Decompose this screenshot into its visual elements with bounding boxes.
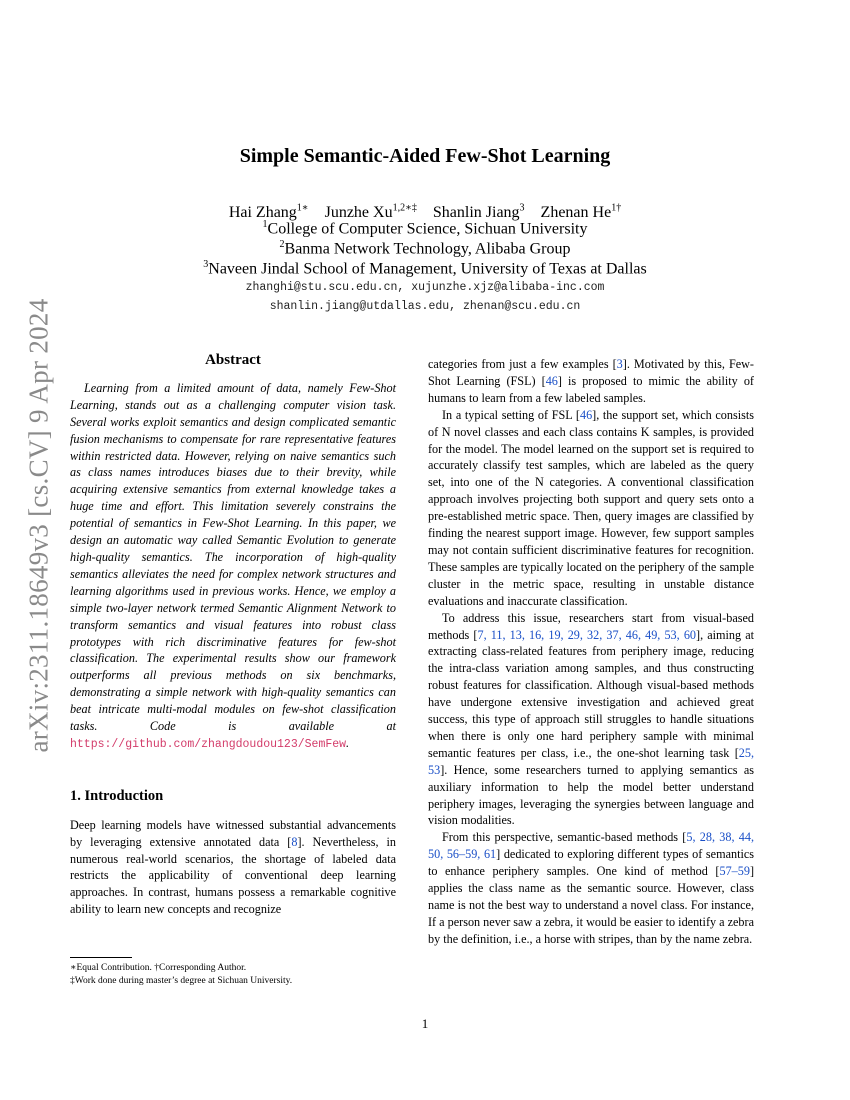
page-number: 1 xyxy=(421,1016,429,1031)
paper-title: Simple Semantic-Aided Few-Shot Learning xyxy=(239,145,611,167)
email-line: zhanghi@stu.scu.edu.cn, xujunzhe.xjz@alibaba-inc.com xyxy=(245,281,605,294)
body-paragraph xyxy=(428,610,754,830)
author-sup: 1,2∗‡ xyxy=(392,203,417,214)
author-sup: 1† xyxy=(611,203,622,214)
affiliation-text: College of Computer Science, Sichuan University xyxy=(267,220,588,238)
citation-link[interactable]: 7, 11, 13, 16, 19, 29, 32, 37, 46, 49, 53, 60 xyxy=(477,627,697,642)
body-text: ], aiming at extracting class-related features from periphery image, reducing the intra-class variation among samples, and thus constructing robust features for classification. Although visual-based methods have undergone extensive investigation and achieved great success, this type of approach still struggles to handle situations when there is only one hard periphery sample with minimal semantic features per class, i.e., the one-shot learning task [ xyxy=(428,627,755,760)
email-line: shanlin.jiang@utdallas.edu, zhenan@scu.edu.cn xyxy=(269,300,581,313)
body-text: categories from just a few examples [ xyxy=(428,357,617,371)
footnotes xyxy=(70,957,396,988)
footnote: ‡Work done during master’s degree at Sichuan University. xyxy=(70,976,293,986)
affiliation-sup: 2 xyxy=(279,239,285,250)
body-paragraph xyxy=(428,829,754,947)
affiliation-sup: 3 xyxy=(203,259,209,270)
body-text: ] applies the class name as the semantic source. However, class name is not the best way to understand a novel class. For instance, If a person never saw a zebra, it would be easier to identify a zebra by the definition, i.e., a horse with stripes, than by the name zebra. xyxy=(428,864,754,946)
author-sup: 1∗ xyxy=(296,203,309,214)
body-text: In a typical setting of FSL [ xyxy=(442,407,580,422)
body-text: ] dedicated to exploring different types of semantics to enhance periphery samples. One kind of method [ xyxy=(428,847,754,879)
affiliation xyxy=(0,239,850,258)
citation-link[interactable]: 8 xyxy=(291,834,298,849)
body-text: From this perspective, semantic-based methods [ xyxy=(442,830,687,845)
affiliation-sup: 1 xyxy=(262,219,268,230)
body-text: ]. Motivated by this, Few-Shot Learning (FSL) [ xyxy=(428,357,754,388)
body-text: ], the support set, which consists of N novel classes and each class contains K samples, is provided for the model. The model learned on the support set is required to accurately classify test samples, which are labeled as the query set, into one of the N categories. A conventional classification approach involves projecting both support and query sets onto a pre-established metric space. Then, query images are classified by finding the nearest support image. However, few support samples may not contain sufficient discriminative features for recognition. These samples are typically located on the periphery of the sample cluster in the metric space, resulting in unstable distance evaluations and inaccurate classification. xyxy=(428,407,754,608)
body-paragraph xyxy=(428,407,754,610)
arxiv-side-stamp xyxy=(14,295,64,755)
arxiv-stamp-text: arXiv:2311.18649v3 [cs.CV] 9 Apr 2024 xyxy=(23,297,54,753)
footnote-rule xyxy=(70,957,132,958)
citation-link[interactable]: 57–59 xyxy=(719,864,750,879)
intro-paragraph xyxy=(70,817,396,918)
body-text: ]. Hence, some researchers turned to applying semantics as auxiliary information to help the model better understand periphery images, leveraging the synergies between language and vision modalities. xyxy=(428,762,754,828)
affiliation-text: Banma Network Technology, Alibaba Group xyxy=(284,240,571,258)
code-link[interactable]: https://github.com/zhangdoudou123/SemFew xyxy=(70,737,347,751)
right-column xyxy=(428,356,754,948)
author-name: Zhenan He xyxy=(540,204,612,222)
body-text: ] is proposed to mimic the ability of humans to learn from a few labeled samples. xyxy=(428,373,754,405)
citation-link[interactable]: 25, 53 xyxy=(428,745,754,777)
left-column xyxy=(70,352,396,918)
citation-link[interactable]: 46 xyxy=(579,407,593,422)
affiliation-text: Naveen Jindal School of Management, University of Texas at Dallas xyxy=(208,260,647,278)
affiliation xyxy=(0,259,850,278)
citation-link[interactable]: 46 xyxy=(545,373,558,388)
affiliation xyxy=(0,219,850,238)
abstract-end: . xyxy=(346,735,350,750)
author-name: Junzhe Xu xyxy=(324,204,393,222)
author-name: Shanlin Jiang xyxy=(432,204,520,222)
abstract-heading: Abstract xyxy=(205,352,261,368)
citation-link[interactable]: 5, 28, 38, 44, 50, 56–59, 61 xyxy=(428,830,754,862)
intro-text: Deep learning models have witnessed substantial advancements by leveraging extensive annotated data [ xyxy=(70,817,396,849)
abstract-text: Learning from a limited amount of data, namely Few-Shot Learning, stands out as a challenging computer vision task. Several works exploit semantics and design complicated semantic fusion mechanisms to compensate for rare representative features within restricted data. However, relying on naive semantics such as class names introduces biases due to their brevity, while acquiring extensive semantics from external knowledge takes a huge time and effort. This limitation severely constrains the potential of semantics in Few-Shot Learning. In this paper, we design an automatic way called Semantic Evolution to generate high-quality semantics. The incorporation of high-quality semantics alleviates the need for complex network structures and learning algorithms used in previous works. Hence, we employ a simple two-layer network termed Semantic Alignment Network to transform semantics and visual features into robust class prototypes with rich discriminative features for few-shot classification. The experimental results show our framework outperforms all previous methods on six benchmarks, demonstrating a simple network with high-quality semantics can beat intricate multi-modal modules on few-shot classification tasks. Code is available at xyxy=(70,380,396,734)
body-text: To address this issue, researchers start from visual-based methods [ xyxy=(428,610,754,642)
intro-text: ]. Nevertheless, in numerous real-world scenarios, the shortage of labeled data restricts the applicability of conventional deep learning approaches. In contrast, humans possess a remarkable cognitive ability to learn new concepts and recognize xyxy=(70,834,396,917)
author-name: Hai Zhang xyxy=(228,204,297,222)
citation-link[interactable]: 3 xyxy=(616,357,623,371)
abstract-body xyxy=(70,380,396,754)
section-heading-introduction: 1. Introduction xyxy=(70,787,164,804)
author-sup: 3 xyxy=(519,203,525,214)
body-paragraph xyxy=(428,356,754,407)
footnote: ∗Equal Contribution. †Corresponding Author. xyxy=(70,963,247,973)
